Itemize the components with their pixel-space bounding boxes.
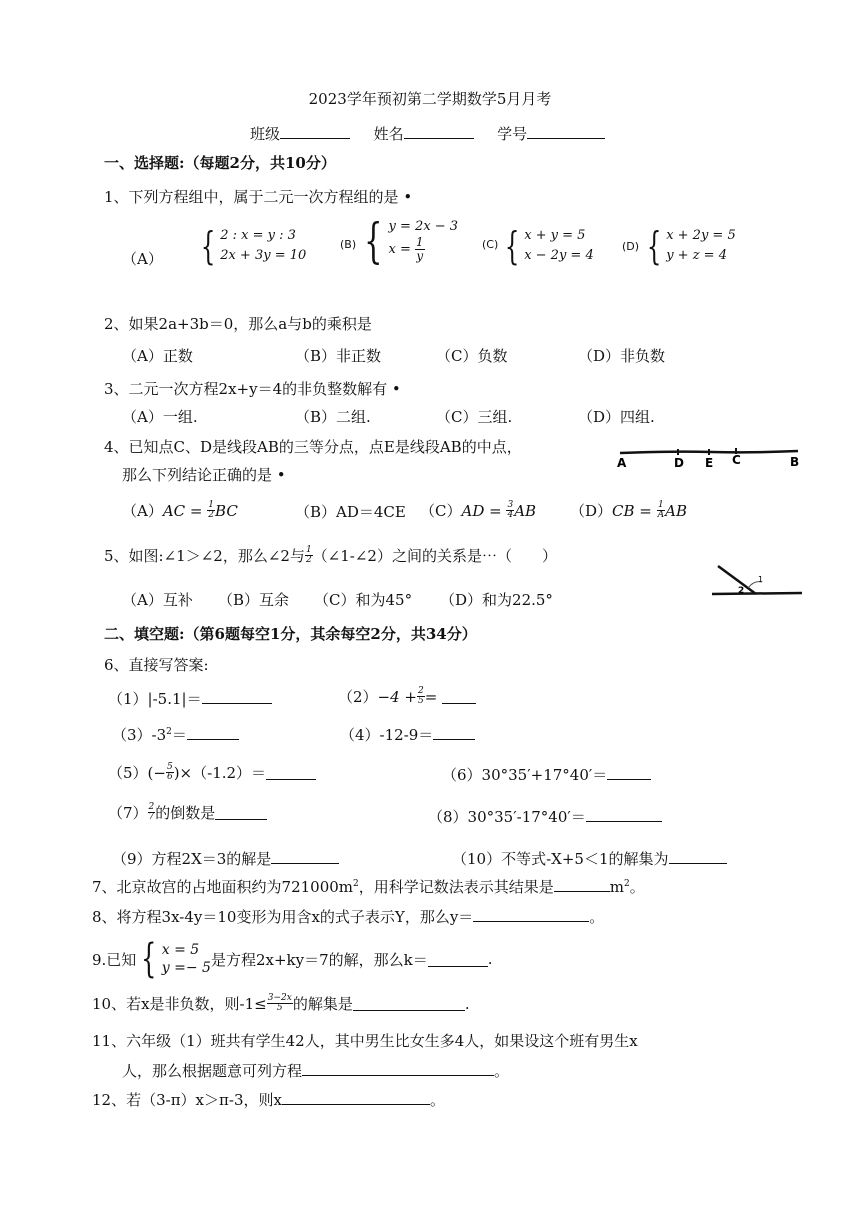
q5-option-b: （B）互余 [218,591,290,609]
q5-option-d: （D）和为22.5° [440,591,553,609]
q9-text: 9.已知 { x = 5 y =− 5 是方程2x+ky＝7的解，那么k＝ . [92,936,493,982]
q2-option-d: （D）非负数 [578,347,666,365]
q2-option-b: （B）非正数 [295,347,382,365]
section1-heading: 一、选择题:（每题2分，共10分） [104,154,336,172]
q1-option-c-system: { x + y = 5 x − 2y = 4 [504,224,594,268]
q12-blank[interactable] [282,1090,430,1105]
q11-text-line2: 人，那么根据题意可列方程 。 [122,1062,510,1080]
q1-option-a-label: （A） [122,250,163,268]
q3-option-d: （D）四组. [578,408,655,426]
q1-option-c-label: (C) [482,238,499,251]
q6-part10: （10）不等式-X+5＜1的解集为 [452,848,727,869]
q2-text: 2、如果2a+3b＝0，那么a与b的乘积是 [104,315,372,333]
q9-blank[interactable] [428,952,488,967]
q11-text-line1: 11、六年级（1）班共有学生42人，其中男生比女生多4人，如果设这个班有男生x [92,1032,638,1050]
q3-option-b: （B）二组. [295,408,371,426]
section2-heading: 二、填空题:（第6题每空1分，其余每空2分，共34分） [104,625,477,643]
q2-option-c: （C）负数 [436,347,508,365]
q3-text: 3、二元一次方程2x+y＝4的非负整数解有 • [104,380,401,398]
q6-part2-blank[interactable] [442,689,476,704]
q6-part7: （7） $\frac{2}{7}$ 的倒数是 [108,802,267,823]
q6-part10-blank[interactable] [669,849,727,864]
name-label: 姓名 [373,125,404,143]
q6-part3-blank[interactable] [187,725,239,740]
fig-angle-label-1: 1 [758,575,764,584]
exam-title: 2023学年预初第二学期数学5月月考 [308,90,552,108]
q12-text: 12、若（3-π）x＞π-3，则x 。 [92,1091,445,1109]
q3-option-a: （A）一组. [122,408,198,426]
q3-option-c: （C）三组. [436,408,513,426]
q6-part4: （4）-12-9＝ [340,724,475,745]
q6-part6-blank[interactable] [607,765,651,780]
q6-part8-blank[interactable] [586,807,662,822]
q6-part1-blank[interactable] [202,689,272,704]
q5-option-a: （A）互补 [122,591,193,609]
q4-text-line1: 4、已知点C、D是线段AB的三等分点，点E是线段AB的中点， [104,438,522,456]
q6-part7-blank[interactable] [215,805,267,820]
q5-text: 5、如图:∠1＞∠2，那么∠2与 $\frac{1}{2}$ （∠1-∠2）之间的关系是⋯（ ） [104,545,557,565]
q1-option-b-label: (B) [340,238,357,251]
q4-option-a: （A） AC = $\frac{1}{2}$ BC [122,500,238,520]
q10-text: 10、若x是非负数，则-1≤ $\frac{3-2x}{5}$ 的解集是 . [92,993,470,1013]
q6-part9: （9）方程2X＝3的解是 [112,848,339,869]
q2-option-a: （A）正数 [122,347,193,365]
q6-part1: （1）|-5.1|＝ [108,688,272,709]
fig-label-b: B [790,455,800,469]
q6-part5-blank[interactable] [266,765,316,780]
q5-angle-figure [708,562,804,600]
q6-text: 6、直接写答案: [104,656,209,674]
name-blank[interactable] [404,124,474,139]
q4-option-b: （B）AD＝4CE [295,503,406,521]
q1-option-b-system: { y = 2x − 3 x = $\frac{1}{y}$ [364,212,459,269]
q1-option-d-system: { x + 2y = 5 y + z = 4 [646,224,736,268]
q4-segment-figure [612,440,812,474]
q7-text: 7、北京故宫的占地面积约为$721000m^2$，用科学记数法表示其结果是 $m^2$。 [92,878,645,896]
q6-part9-blank[interactable] [271,849,339,864]
fig-label-a: A [617,456,627,470]
q4-text-line2: 那么下列结论正确的是 • [122,466,286,484]
q4-option-c: （C） AD = $\frac{3}{4}$ AB [420,500,537,520]
q7-blank[interactable] [554,877,610,892]
q1-text: 1、下列方程组中，属于二元一次方程组的是 • [104,188,413,206]
id-blank[interactable] [527,124,605,139]
q6-part5: （5）(− $\frac{5}{6}$ )×（-1.2）＝ [108,762,316,783]
id-label: 学号 [497,125,528,143]
q1-option-a-system: { 2 : x = y : 3 2x + 3y = 10 [200,224,307,268]
fig-label-e: E [705,456,714,470]
q4-option-d: （D） CB = $\frac{1}{A}$ AB [570,500,688,520]
fig-label-c: C [732,453,741,467]
q1-option-d-label: (D) [622,240,640,253]
student-info-line [250,123,605,144]
q10-blank[interactable] [353,996,465,1011]
q6-part3: $(3)-3^2=$ [112,724,239,745]
q5-option-c: （C）和为45° [314,591,413,609]
q6-part6: （6）30°35′+17°40′＝ [442,764,651,785]
class-blank[interactable] [280,124,350,139]
q6-part2: （2） −4 + $\frac{2}{5}$ = [338,686,476,707]
q6-part8: （8）30°35′-17°40′＝ [428,806,662,827]
q8-blank[interactable] [473,907,589,922]
class-label: 班级 [250,125,281,143]
q11-blank[interactable] [302,1061,494,1076]
fig-label-d: D [674,456,684,470]
fig-angle-label-2: 2 [738,586,745,596]
q8-text: 8、将方程3x-4y＝10变形为用含x的式子表示Y，那么y＝ 。 [92,908,605,926]
q6-part4-blank[interactable] [433,725,475,740]
